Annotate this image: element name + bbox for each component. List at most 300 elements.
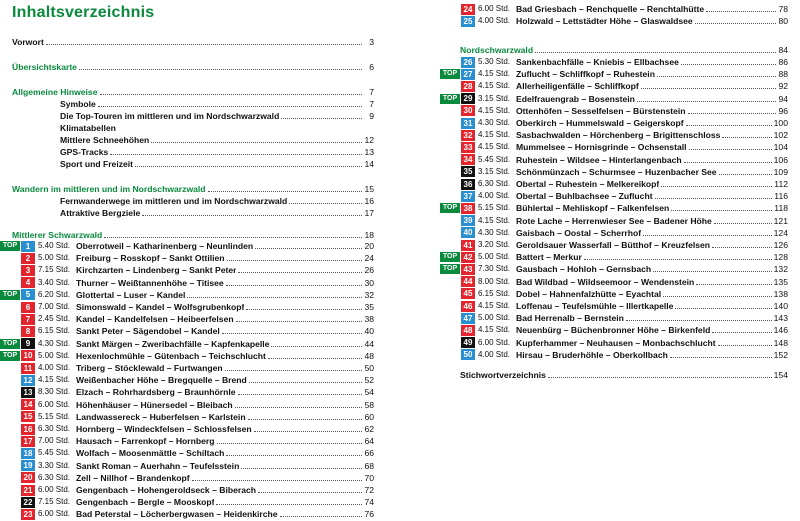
tour-number-badge: 48 [461, 325, 475, 336]
tour-number-badge: 39 [461, 215, 475, 226]
tour-duration: 5.00 Std. [478, 313, 511, 323]
tour-page: 44 [364, 338, 374, 349]
top-badge [440, 191, 460, 201]
tour-leader [192, 479, 362, 481]
tour-page: 68 [364, 460, 374, 471]
tour-page: 35 [364, 302, 374, 312]
tour-leader [688, 112, 776, 114]
top-badge: TOP [440, 203, 460, 213]
tour-leader [653, 270, 772, 272]
tour-page: 24 [364, 253, 374, 264]
tour-name: Kupferhammer – Neuhausen – Monbachschlucht [516, 337, 716, 348]
top-badge [0, 448, 20, 458]
tour-name: Gaisbach – Oostal – Scherrhof [516, 227, 642, 238]
tour-leader [235, 406, 362, 408]
tour-duration: 6.30 Std. [38, 472, 71, 482]
tour-row [440, 324, 788, 336]
tour-row [440, 288, 788, 300]
top-badge [0, 265, 20, 275]
tour-name: Kandel – Kandelfelsen – Heibeerfelsen [76, 314, 234, 325]
tour-duration: 3.15 Std. [478, 93, 511, 103]
tour-page: 104 [773, 142, 788, 153]
toc-entry-page: 7 [369, 99, 374, 109]
top-badge [0, 424, 20, 434]
tour-name: Allerheiligenfälle – Schliffkopf [516, 81, 639, 92]
tour-row [440, 15, 788, 27]
tour-leader [249, 381, 362, 383]
toc-entry [60, 98, 374, 110]
tour-page: 64 [364, 436, 374, 447]
tour-name: Ruhestein – Wildsee – Hinterlangenbach [516, 154, 682, 165]
tour-page: 72 [364, 485, 374, 495]
tour-leader [643, 234, 772, 236]
tour-name: Bad Peterstal – Löcherbergwasen – Heidenkirche [76, 509, 278, 520]
tour-row [0, 350, 374, 362]
tour-page: 102 [773, 130, 788, 141]
tour-duration: 4.00 Std. [478, 16, 511, 26]
top-badge [440, 179, 460, 189]
top-badge [0, 436, 20, 446]
tour-row [440, 105, 788, 117]
tour-duration: 4.15 Std. [478, 325, 511, 335]
tour-number-badge: 23 [21, 509, 35, 520]
page-title: Inhaltsverzeichnis [12, 4, 155, 21]
tour-duration: 4.00 Std. [478, 191, 511, 201]
tour-page: 66 [364, 448, 374, 459]
tour-page: 48 [364, 350, 374, 361]
tour-duration: 6.15 Std. [478, 288, 511, 298]
top-badge [440, 313, 460, 323]
toc-entry [12, 61, 374, 73]
section-heading-label: Nordschwarzwald [460, 45, 534, 55]
tour-row [440, 312, 788, 324]
tour-leader [663, 295, 771, 297]
top-badge [0, 509, 20, 519]
tour-name: Simonswald – Kandel – Wolfsgrubenkopf [76, 302, 245, 312]
tour-page: 58 [364, 399, 374, 410]
tour-row [440, 178, 788, 190]
tour-page: 135 [773, 276, 788, 287]
tour-page: 62 [364, 424, 374, 434]
tour-name: Dobel – Hahnenfalzhütte – Eyachtal [516, 288, 662, 299]
tour-page: 124 [773, 227, 788, 238]
tour-name: Oberrotweil – Katharinenberg – Neunlinden [76, 241, 254, 251]
tour-name: Ottenhöfen – Sesselfelsen – Bürstenstein [516, 105, 686, 116]
top-badge [440, 167, 460, 177]
tour-leader [681, 63, 776, 65]
tour-number-badge: 36 [461, 179, 475, 190]
top-badge [440, 106, 460, 116]
tour-row [440, 141, 788, 153]
tour-leader [225, 369, 362, 371]
tour-duration: 5.45 Std. [38, 448, 71, 458]
toc-entry-label: Mittlere Schneehöhen [60, 135, 150, 145]
tour-leader [706, 10, 776, 12]
tour-number-badge: 29 [461, 93, 475, 104]
top-badge [0, 387, 20, 397]
tour-page: 106 [773, 154, 788, 165]
toc-entry-label: Sport und Freizeit [60, 159, 134, 169]
tour-number-badge: 6 [21, 302, 35, 313]
tour-name: Zell – Nillhof – Brandenkopf [76, 472, 190, 483]
toc-entry-page: 15 [364, 184, 374, 194]
tour-duration: 3.30 Std. [38, 460, 71, 470]
tour-row [0, 338, 374, 350]
top-badge [440, 289, 460, 299]
tour-page: 26 [364, 265, 374, 276]
tour-leader [222, 332, 362, 334]
tour-leader [655, 197, 773, 199]
tour-name: Gausbach – Hohloh – Gernsbach [516, 264, 652, 275]
tour-number-badge: 46 [461, 301, 475, 312]
tour-leader [689, 148, 772, 150]
tour-row [0, 240, 374, 252]
toc-entry-page: 154 [773, 370, 788, 380]
tour-number-badge: 16 [21, 424, 35, 435]
tour-page: 146 [773, 325, 788, 336]
toc-entry [12, 86, 374, 98]
toc-entry-label: GPS-Tracks [60, 147, 109, 157]
top-badge [440, 142, 460, 152]
tour-number-badge: 31 [461, 118, 475, 129]
toc-entry-leader [104, 236, 362, 238]
tour-row [0, 484, 374, 496]
tour-name: Bühlertal – Mehliskopf – Falkenfelsen [516, 203, 670, 214]
top-badge: TOP [440, 252, 460, 262]
tour-leader [217, 442, 363, 444]
tour-row [440, 3, 788, 15]
tour-name: Rote Lache – Herrenwieser See – Badener Höhe [516, 215, 712, 226]
tour-row [0, 386, 374, 398]
tour-duration: 4.15 Std. [478, 81, 511, 91]
top-badge: TOP [0, 290, 20, 300]
top-badge: TOP [0, 241, 20, 251]
tour-number-badge: 7 [21, 314, 35, 325]
tour-leader [670, 356, 772, 358]
tour-name: Hirsau – Bruderhöhle – Oberkollbach [516, 349, 668, 360]
top-badge [440, 81, 460, 91]
tour-page: 140 [773, 301, 788, 311]
tour-row [0, 460, 374, 472]
tour-duration: 3.20 Std. [478, 240, 511, 249]
toc-entry-leader [98, 105, 362, 107]
top-badge [440, 130, 460, 140]
tour-leader [657, 75, 776, 77]
tour-duration: 4.15 Std. [478, 301, 511, 310]
tour-duration: 5.00 Std. [38, 253, 71, 263]
toc-entry [60, 158, 374, 170]
tour-duration: 4.00 Std. [478, 349, 511, 359]
tour-page: 70 [364, 472, 374, 483]
tour-number-badge: 21 [21, 485, 35, 496]
tour-page: 38 [364, 314, 374, 325]
tour-leader [258, 491, 362, 493]
tour-row [440, 202, 788, 214]
top-badge [440, 301, 460, 311]
tour-page: 74 [364, 497, 374, 508]
tour-name: Freiburg – Rosskopf – Sankt Ottilien [76, 253, 225, 264]
tour-page: 32 [364, 289, 374, 300]
top-badge [0, 461, 20, 471]
tour-duration: 4.00 Std. [38, 363, 71, 372]
toc-entry-leader [79, 68, 362, 70]
tour-number-badge: 43 [461, 264, 475, 275]
top-badge [0, 253, 20, 263]
tour-duration: 5.45 Std. [478, 154, 511, 164]
top-badge [0, 497, 20, 507]
tour-duration: 6.15 Std. [38, 326, 71, 336]
tour-page: 121 [773, 215, 788, 226]
tour-page: 50 [364, 363, 374, 373]
toc-entry-label: Fernwanderwege im mittleren und im Nordschwarzwald [60, 196, 288, 206]
tour-page: 30 [364, 277, 374, 288]
tour-name: Neuenbürg – Büchenbronner Höhe – Birkenfeld [516, 325, 711, 336]
tour-row [440, 337, 788, 349]
tour-number-badge: 2 [21, 253, 35, 264]
toc-entry-page: 16 [364, 196, 374, 206]
tour-number-badge: 14 [21, 399, 35, 410]
top-badge [440, 16, 460, 26]
tour-leader [696, 283, 771, 285]
tour-duration: 4.15 Std. [478, 130, 511, 140]
tour-row [440, 276, 788, 288]
tour-number-badge: 42 [461, 252, 475, 263]
tour-page: 152 [773, 349, 788, 360]
tour-duration: 4.15 Std. [478, 142, 511, 152]
tour-duration: 6.00 Std. [38, 509, 71, 519]
tour-number-badge: 10 [21, 350, 35, 361]
tour-number-badge: 26 [461, 57, 475, 68]
tour-name: Thurner – Weißtannenhöhe – Titisee [76, 277, 224, 288]
tour-duration: 5.15 Std. [478, 203, 511, 213]
toc-entry-page: 18 [364, 230, 374, 240]
top-badge [440, 277, 460, 287]
tour-page: 80 [778, 16, 788, 27]
tour-name: Weißenbacher Höhe – Bregquelle – Brend [76, 375, 247, 386]
top-badge [0, 326, 20, 336]
tour-row [440, 129, 788, 141]
toc-entry [60, 146, 374, 158]
tour-page: 94 [778, 93, 788, 104]
tour-page: 52 [364, 375, 374, 386]
tour-page: 112 [774, 179, 788, 189]
tour-row [0, 301, 374, 313]
tour-row [440, 251, 788, 263]
tour-number-badge: 49 [461, 337, 475, 348]
tour-name: Sankt Peter – Sägendobel – Kandel [76, 326, 220, 337]
tour-row [440, 68, 788, 80]
toc-entry-label: Mittlerer Schwarzwald [12, 230, 103, 240]
tour-row [0, 325, 374, 337]
tour-duration: 5.30 Std. [478, 57, 511, 66]
tour-number-badge: 32 [461, 130, 475, 141]
tour-name: Bad Herrenalb – Bernstein [516, 313, 624, 324]
tour-leader [719, 173, 772, 175]
toc-entry-leader [151, 141, 362, 143]
top-badge [0, 363, 20, 373]
tour-leader [226, 284, 362, 286]
tour-row [0, 411, 374, 423]
tour-leader [236, 320, 362, 322]
tour-page: 76 [364, 509, 374, 520]
tour-page: 148 [773, 337, 788, 348]
tour-leader [661, 185, 772, 187]
tour-row [440, 227, 788, 239]
tour-page: 100 [773, 118, 788, 128]
tour-number-badge: 28 [461, 81, 475, 92]
tour-leader [227, 259, 362, 261]
top-badge: TOP [440, 69, 460, 79]
tour-number-badge: 44 [461, 276, 475, 287]
tour-number-badge: 18 [21, 448, 35, 459]
top-badge [440, 4, 460, 14]
top-badge: TOP [440, 94, 460, 104]
tour-leader [271, 345, 362, 347]
toc-entry-page: 12 [364, 135, 374, 145]
tour-duration: 3.40 Std. [38, 277, 71, 287]
tour-name: Glottertal – Luser – Kandel [76, 289, 186, 300]
toc-entry-leader [281, 117, 362, 119]
top-badge [440, 57, 460, 67]
tour-leader [241, 467, 362, 469]
tour-row [440, 154, 788, 166]
tour-name: Obertal – Ruhestein – Melkereikopf [516, 179, 660, 189]
tour-leader [248, 418, 362, 420]
tour-page: 92 [778, 81, 788, 92]
tour-duration: 6.00 Std. [478, 337, 511, 347]
tour-row [0, 423, 374, 435]
tour-row [440, 215, 788, 227]
top-badge: TOP [0, 351, 20, 361]
tour-name: Landwassereck – Huberfelsen – Karlstein [76, 411, 246, 422]
tour-row [0, 472, 374, 484]
tour-leader [626, 319, 772, 321]
tour-number-badge: 30 [461, 105, 475, 116]
tour-number-badge: 33 [461, 142, 475, 153]
tour-page: 88 [778, 69, 788, 80]
tour-row [440, 349, 788, 361]
tour-number-badge: 20 [21, 472, 35, 483]
tour-row [0, 289, 374, 301]
toc-entry-label: Wandern im mittleren und im Nordschwarzwald [12, 184, 206, 194]
tour-name: Holzwald – Lettstädter Höhe – Glaswaldsee [516, 16, 693, 27]
top-badge [440, 118, 460, 128]
section-heading-leader [535, 51, 776, 53]
tour-name: Gengenbach – Bergle – Mooskopf [76, 497, 215, 508]
tour-page: 118 [774, 203, 788, 214]
toc-entry-page: 13 [364, 147, 374, 157]
tour-leader [238, 271, 362, 273]
top-badge [0, 278, 20, 288]
tour-duration: 4.30 Std. [38, 338, 71, 348]
tour-duration: 4.15 Std. [478, 105, 511, 115]
tour-duration: 5.00 Std. [478, 252, 511, 262]
tour-name: Kirchzarten – Lindenberg – Sankt Peter [76, 265, 237, 276]
tour-number-badge: 40 [461, 227, 475, 238]
top-badge [0, 314, 20, 324]
tour-leader [226, 454, 362, 456]
tour-duration: 2.45 Std. [38, 314, 71, 324]
tour-row [0, 447, 374, 459]
tour-leader [675, 307, 771, 309]
toc-entry-leader [46, 43, 362, 45]
tour-page: 143 [773, 313, 788, 324]
tour-number-badge: 34 [461, 154, 475, 165]
tour-duration: 6.30 Std. [478, 179, 511, 188]
tour-number-badge: 47 [461, 313, 475, 324]
tour-row [0, 435, 374, 447]
section-heading [460, 44, 788, 56]
tour-page: 40 [364, 326, 374, 337]
tour-row [440, 300, 788, 312]
tour-number-badge: 41 [461, 240, 475, 251]
toc-entry [60, 110, 374, 122]
tour-duration: 6.20 Std. [38, 289, 71, 299]
tour-number-badge: 12 [21, 375, 35, 386]
toc-entry-leader [142, 214, 362, 216]
tour-row [440, 239, 788, 251]
tour-page: 96 [778, 105, 788, 116]
tour-name: Loffenau – Teufelsmühle – Illertkapelle [516, 301, 674, 311]
toc-entry [12, 183, 374, 195]
tour-duration: 4.15 Std. [478, 215, 511, 225]
toc-entry [60, 134, 374, 146]
tour-name: Triberg – Stöcklewald – Furtwangen [76, 363, 223, 373]
tour-duration: 8.00 Std. [478, 276, 511, 286]
tour-page: 126 [773, 240, 788, 250]
tour-number-badge: 9 [21, 338, 35, 349]
tour-number-badge: 27 [461, 69, 475, 80]
tour-row [0, 264, 374, 276]
top-badge [0, 473, 20, 483]
tour-row [440, 263, 788, 275]
toc-entry-page: 3 [369, 37, 374, 47]
tour-row [440, 80, 788, 92]
toc-entry-label: Symbole [60, 99, 96, 109]
top-badge [0, 412, 20, 422]
section-heading-page: 84 [778, 45, 788, 55]
tour-page: 54 [364, 387, 374, 398]
tour-duration: 4.30 Std. [478, 227, 511, 237]
toc-entry [460, 369, 788, 381]
tour-name: Zuflucht – Schliffkopf – Ruhestein [516, 69, 655, 80]
toc-entry-label: Allgemeine Hinweise [12, 87, 98, 97]
tour-leader [254, 430, 362, 432]
tour-page: 132 [773, 264, 788, 275]
tour-page: 109 [773, 166, 788, 177]
tour-page: 86 [778, 57, 788, 67]
tour-row [0, 252, 374, 264]
tour-row [440, 190, 788, 202]
tour-leader [637, 100, 776, 102]
top-badge [440, 155, 460, 165]
tour-leader [255, 247, 362, 249]
tour-duration: 3.15 Std. [478, 166, 511, 176]
tour-number-badge: 19 [21, 460, 35, 471]
tour-row [0, 508, 374, 520]
toc-entry-page: 14 [364, 159, 374, 169]
tour-duration: 8.30 Std. [38, 387, 71, 397]
top-badge [0, 400, 20, 410]
toc-entry-leader [100, 93, 363, 95]
top-badge [440, 325, 460, 335]
tour-number-badge: 17 [21, 436, 35, 447]
tour-name: Oberkirch – Hummelswald – Geigerskopf [516, 118, 684, 128]
tour-page: 138 [773, 288, 788, 299]
tour-number-badge: 22 [21, 497, 35, 508]
tour-number-badge: 5 [21, 289, 35, 300]
tour-name: Bad Griesbach – Renchquelle – Renchtalhütte [516, 4, 705, 14]
